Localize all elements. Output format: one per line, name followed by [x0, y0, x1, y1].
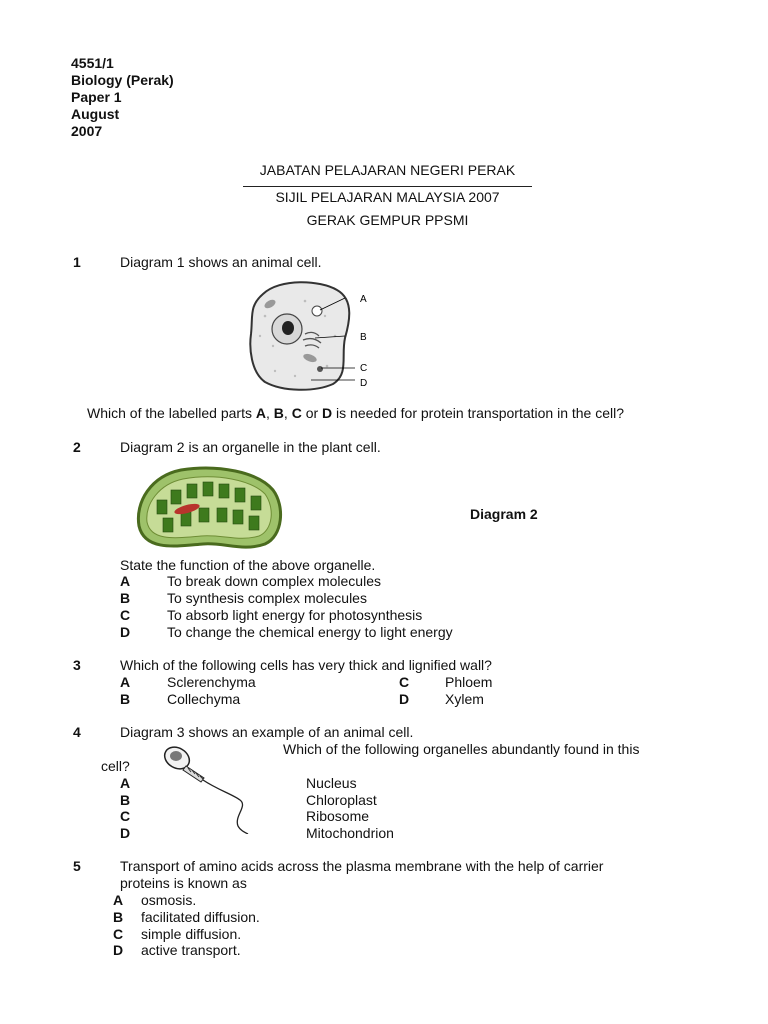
sperm-nucleus: [170, 751, 182, 761]
q5-option-b-text: facilitated diffusion.: [141, 909, 260, 925]
q1-stem: Diagram 1 shows an animal cell.: [120, 254, 322, 270]
q4-stem: Diagram 3 shows an example of an animal cell.: [120, 724, 414, 740]
q1-separator-2: ,: [283, 405, 292, 421]
q2-option-c-text: To absorb light energy for photosynthesis: [167, 607, 423, 623]
q4-number: 4: [73, 724, 81, 740]
title-divider: [243, 186, 532, 187]
title-line-2: SIJIL PELAJARAN MALAYSIA 2007: [275, 189, 500, 205]
q4-question-line-1: Which of the following organelles abundantly found in this: [283, 741, 640, 757]
title-line-3: GERAK GEMPUR PPSMI: [306, 212, 469, 228]
q4-option-a-letter: A: [120, 775, 131, 791]
chloroplast-diagram: [133, 464, 288, 554]
q3-option-d-text: Xylem: [445, 691, 484, 707]
q2-option-d-letter: D: [120, 624, 131, 640]
paper-year: 2007: [71, 123, 103, 139]
paper-month: August: [71, 106, 120, 122]
q2-option-a-text: To break down complex molecules: [167, 573, 381, 589]
label-c: C: [360, 363, 368, 374]
q1-option-c: C: [291, 405, 302, 421]
q3-option-a-text: Sclerenchyma: [167, 674, 256, 690]
small-organelle: [317, 366, 323, 372]
q5-option-d-letter: D: [113, 942, 124, 958]
q4-option-b-letter: B: [120, 792, 131, 808]
q1-option-d: D: [322, 405, 333, 421]
q4-question-line-2: cell?: [101, 758, 130, 774]
q5-number: 5: [73, 858, 81, 874]
q5-option-c-text: simple diffusion.: [141, 926, 242, 942]
title-line-1: JABATAN PELAJARAN NEGERI PERAK: [259, 162, 516, 178]
q4-option-c-text: Ribosome: [306, 808, 370, 824]
label-d: D: [360, 378, 368, 389]
animal-cell-diagram: [245, 276, 375, 394]
q2-number: 2: [73, 439, 81, 455]
q1-question-end: is needed for protein transportation in the cell?: [332, 405, 625, 421]
q1-separator-1: ,: [266, 405, 274, 421]
q2-option-c-letter: C: [120, 607, 131, 623]
q5-option-d-text: active transport.: [141, 942, 241, 958]
nucleolus: [282, 321, 294, 335]
q2-stem: Diagram 2 is an organelle in the plant cell.: [120, 439, 381, 455]
q1-question-text: Which of the labelled parts: [87, 405, 256, 421]
sperm-tail: [203, 780, 248, 834]
q3-option-b-letter: B: [120, 691, 131, 707]
sperm-cell-diagram: [160, 742, 270, 834]
sperm-midpiece: [183, 766, 204, 782]
paper-header: [71, 55, 174, 140]
q1-option-b: B: [273, 405, 284, 421]
q1-option-a: A: [255, 405, 266, 421]
q5-option-b-letter: B: [113, 909, 124, 925]
q1-question: [87, 405, 624, 421]
q2-option-b-text: To synthesis complex molecules: [167, 590, 367, 606]
paper-subject: Biology (Perak): [71, 72, 174, 88]
q5-option-a-letter: A: [113, 892, 124, 908]
paper-number: Paper 1: [71, 89, 122, 105]
q3-option-d-letter: D: [399, 691, 410, 707]
q3-option-c-letter: C: [399, 674, 410, 690]
q5-option-a-text: osmosis.: [141, 892, 197, 908]
q1-number: 1: [73, 254, 81, 270]
label-b: B: [360, 332, 367, 343]
diagram-2-label: Diagram 2: [470, 506, 538, 522]
q2-question: State the function of the above organelle.: [120, 557, 376, 573]
q3-option-b-text: Collechyma: [167, 691, 241, 707]
q4-option-a-text: Nucleus: [306, 775, 357, 791]
q3-stem: Which of the following cells has very thick and lignified wall?: [120, 657, 492, 673]
q4-option-d-letter: D: [120, 825, 131, 841]
q5-option-c-letter: C: [113, 926, 124, 942]
q4-option-d-text: Mitochondrion: [306, 825, 394, 841]
q2-option-a-letter: A: [120, 573, 131, 589]
q2-option-d-text: To change the chemical energy to light energy: [167, 624, 453, 640]
q3-number: 3: [73, 657, 81, 673]
vesicle: [312, 306, 322, 316]
q3-option-c-text: Phloem: [445, 674, 493, 690]
q3-option-a-letter: A: [120, 674, 131, 690]
paper-code: 4551/1: [71, 55, 114, 71]
q1-or: or: [301, 405, 323, 421]
q5-stem-line-1: Transport of amino acids across the plasma membrane with the help of carrier: [120, 858, 604, 874]
q2-option-b-letter: B: [120, 590, 131, 606]
q4-option-b-text: Chloroplast: [306, 792, 377, 808]
q4-option-c-letter: C: [120, 808, 131, 824]
q5-stem-line-2: proteins is known as: [120, 875, 247, 891]
label-a: A: [360, 294, 367, 305]
